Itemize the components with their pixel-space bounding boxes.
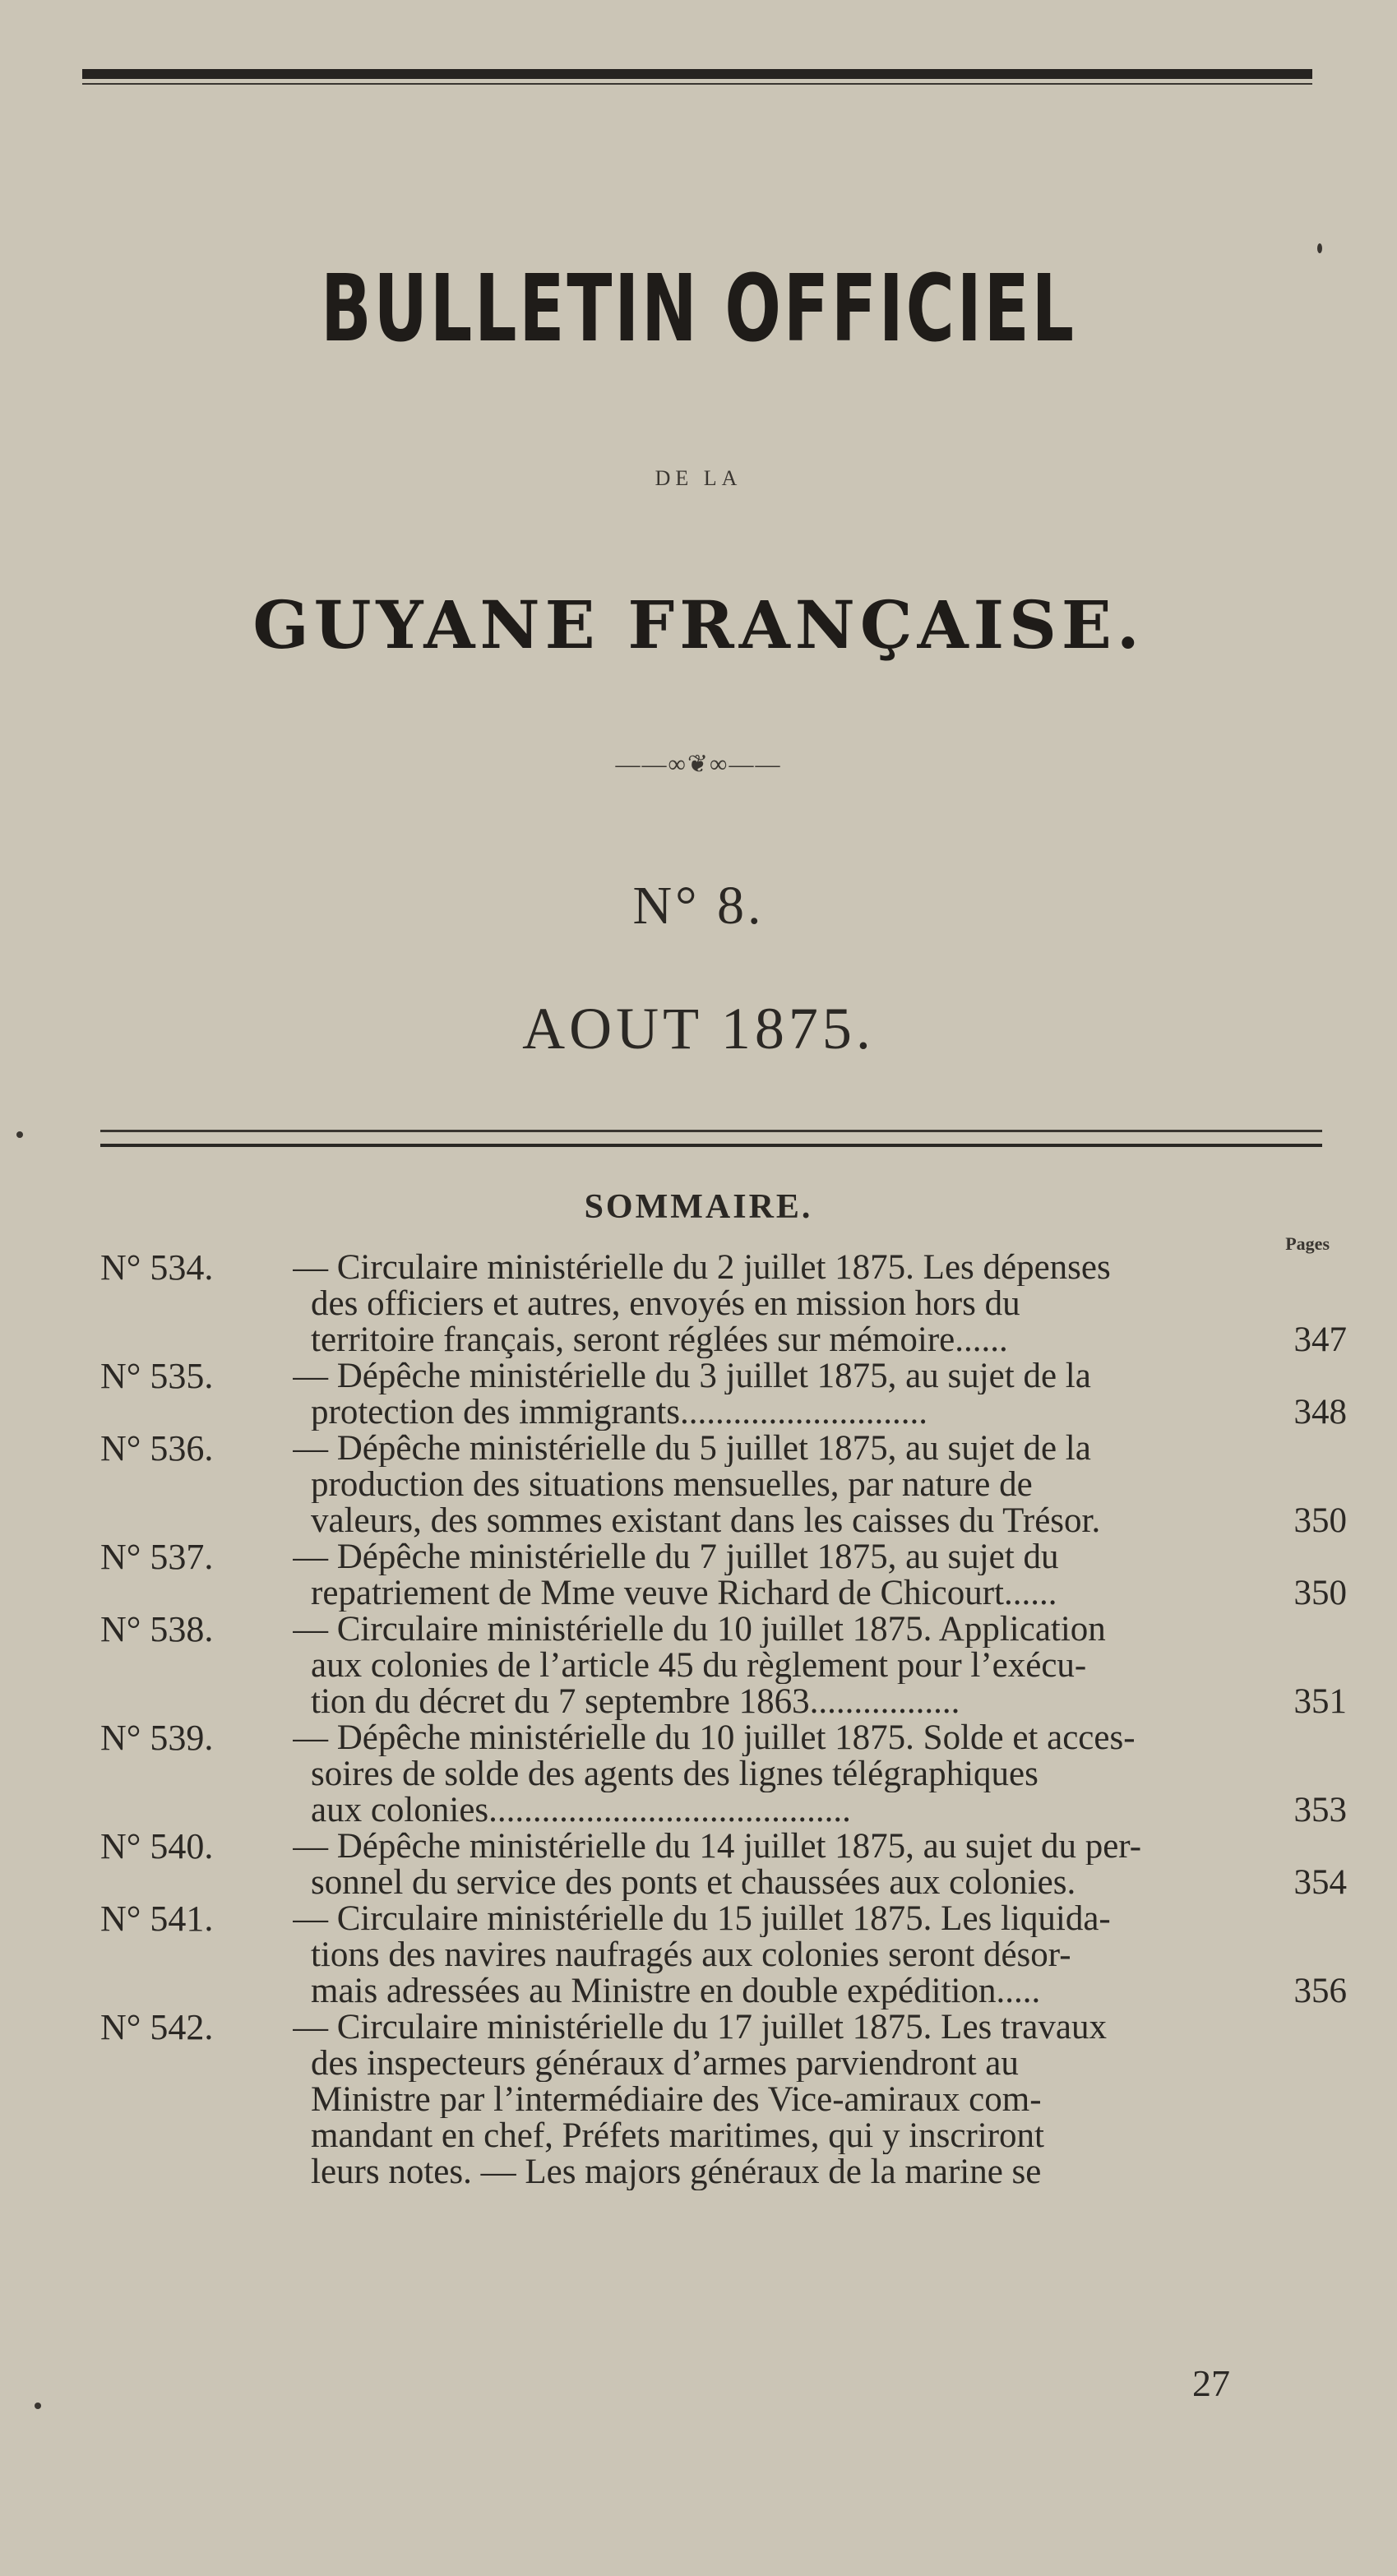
entry-text-line: — Circulaire ministérielle du 17 juillet 1875. Les travaux — [293, 2009, 1107, 2046]
entry-description — [293, 1720, 1347, 1829]
entry-line — [311, 1503, 1347, 1539]
entry-text-line: des officiers et autres, envoyés en mission hors du — [311, 1286, 1020, 1322]
entry-number: N° 539. — [100, 1718, 214, 1758]
summary-entry — [100, 1539, 1347, 1612]
entry-line — [293, 1539, 1347, 1575]
entry-text-line: tion du décret du 7 septembre 1863................. — [311, 1684, 960, 1720]
entry-line — [311, 1937, 1347, 1973]
entry-text-line: territoire français, seront réglées sur mémoire...... — [311, 1322, 1008, 1358]
entry-number: N° 542. — [100, 2007, 214, 2047]
entry-description — [293, 1612, 1347, 1720]
entry-text-line: production des situations mensuelles, par nature de — [311, 1467, 1033, 1503]
entry-line — [311, 2046, 1347, 2082]
entry-text-line: Ministre par l’intermédiaire des Vice-amiraux com- — [311, 2082, 1042, 2118]
entry-text-line: — Dépêche ministérielle du 3 juillet 1875, au sujet de la — [293, 1358, 1091, 1394]
entry-line — [293, 1720, 1347, 1756]
section-divider-thick — [100, 1144, 1322, 1147]
entry-page-number: 356 — [1293, 1973, 1347, 2009]
entry-text-line: soires de solde des agents des lignes télégraphiques — [311, 1756, 1038, 1792]
entry-line — [311, 1865, 1347, 1901]
entry-text-line: valeurs, des sommes existant dans les caisses du Trésor. — [311, 1503, 1101, 1539]
entry-line — [293, 1431, 1347, 1467]
top-border-rule — [82, 69, 1312, 79]
print-speck — [35, 2403, 41, 2409]
entry-number: N° 541. — [100, 1898, 214, 1939]
top-border-thin-rule — [82, 83, 1312, 85]
entry-page-number: 354 — [1293, 1865, 1347, 1901]
entry-text-line: repatriement de Mme veuve Richard de Chicourt...... — [311, 1575, 1057, 1612]
print-speck — [1317, 243, 1322, 253]
entry-line — [293, 1901, 1347, 1937]
entry-number: N° 540. — [100, 1826, 214, 1866]
entry-text-line: tions des navires naufragés aux colonies seront désor- — [311, 1937, 1071, 1973]
issue-number: N° 8. — [632, 876, 765, 936]
entry-line — [311, 2118, 1347, 2154]
entry-text-line: — Dépêche ministérielle du 10 juillet 1875. Solde et acces- — [293, 1720, 1136, 1756]
entry-description — [293, 1901, 1347, 2009]
entry-line — [311, 1575, 1347, 1612]
entry-number: N° 534. — [100, 1247, 214, 1288]
entry-number: N° 535. — [100, 1356, 214, 1396]
entry-text-line: sonnel du service des ponts et chaussées aux colonies. — [311, 1865, 1076, 1901]
entry-text-line: aux colonies......................................... — [311, 1792, 851, 1829]
entry-description — [293, 1250, 1347, 1358]
entry-line — [311, 1973, 1347, 2009]
entry-text-line: des inspecteurs généraux d’armes parviendront au — [311, 2046, 1019, 2082]
summary-heading: SOMMAIRE. — [584, 1188, 813, 1226]
summary-entry — [100, 1826, 1347, 1901]
entry-description — [293, 2009, 1347, 2190]
entry-line — [293, 1358, 1347, 1394]
entry-line — [293, 1250, 1347, 1286]
entry-line — [311, 2154, 1347, 2190]
summary-entry — [100, 2009, 1347, 2190]
entry-text-line: aux colonies de l’article 45 du règlement pour l’exécu- — [311, 1648, 1087, 1684]
entry-text-line: — Dépêche ministérielle du 5 juillet 1875, au sujet de la — [293, 1431, 1091, 1467]
entry-text-line: — Dépêche ministérielle du 14 juillet 1875, au sujet du per- — [293, 1829, 1142, 1865]
entry-number: N° 536. — [100, 1428, 214, 1468]
entry-description — [293, 1431, 1347, 1539]
entry-text-line: — Dépêche ministérielle du 7 juillet 1875, au sujet du — [293, 1539, 1059, 1575]
issue-date: AOUT 1875. — [522, 996, 875, 1061]
entry-text-line: — Circulaire ministérielle du 10 juillet 1875. Application — [293, 1612, 1106, 1648]
entry-line — [311, 1792, 1347, 1829]
pages-column-label: Pages — [1285, 1233, 1330, 1254]
bulletin-title: BULLETIN OFFICIEL — [321, 256, 1076, 363]
entry-text-line: protection des immigrants............................ — [311, 1394, 928, 1431]
table-of-contents — [100, 1247, 1347, 2190]
summary-entry — [100, 1247, 1347, 1358]
entry-line — [311, 1394, 1347, 1431]
entry-text-line: mandant en chef, Préfets maritimes, qui y inscriront — [311, 2118, 1044, 2154]
sheet-number: 27 — [1192, 2362, 1230, 2404]
entry-text-line: — Circulaire ministérielle du 15 juillet 1875. Les liquida- — [293, 1901, 1111, 1937]
section-divider-thin — [100, 1130, 1322, 1132]
entry-line — [293, 1612, 1347, 1648]
colony-title: GUYANE FRANÇAISE. — [252, 586, 1145, 664]
summary-entry — [100, 1898, 1347, 2009]
entry-number: N° 538. — [100, 1609, 214, 1649]
entry-page-number: 347 — [1293, 1322, 1347, 1358]
entry-line — [311, 1467, 1347, 1503]
ornament-divider: ——∞❦∞—— — [615, 751, 782, 778]
entry-line — [311, 1322, 1347, 1358]
summary-entry — [100, 1720, 1347, 1829]
summary-entry — [100, 1609, 1347, 1720]
entry-text-line: — Circulaire ministérielle du 2 juillet 1875. Les dépenses — [293, 1250, 1111, 1286]
entry-description — [293, 1358, 1347, 1431]
entry-page-number: 353 — [1293, 1792, 1347, 1829]
entry-page-number: 348 — [1293, 1394, 1347, 1431]
entry-description — [293, 1829, 1347, 1901]
title-preposition: DE LA — [655, 466, 742, 490]
entry-line — [311, 1756, 1347, 1792]
entry-description — [293, 1539, 1347, 1612]
entry-line — [311, 1684, 1347, 1720]
summary-entry — [100, 1428, 1347, 1539]
print-speck — [16, 1131, 23, 1138]
entry-line — [311, 1648, 1347, 1684]
entry-page-number: 351 — [1293, 1684, 1347, 1720]
entry-line — [311, 1286, 1347, 1322]
entry-text-line: leurs notes. — Les majors généraux de la marine se — [311, 2154, 1042, 2190]
entry-page-number: 350 — [1293, 1503, 1347, 1539]
entry-text-line: mais adressées au Ministre en double expédition..... — [311, 1973, 1041, 2009]
entry-number: N° 537. — [100, 1537, 214, 1577]
entry-line — [293, 2009, 1347, 2046]
entry-line — [293, 1829, 1347, 1865]
entry-line — [311, 2082, 1347, 2118]
entry-page-number: 350 — [1293, 1575, 1347, 1612]
summary-entry — [100, 1358, 1347, 1431]
